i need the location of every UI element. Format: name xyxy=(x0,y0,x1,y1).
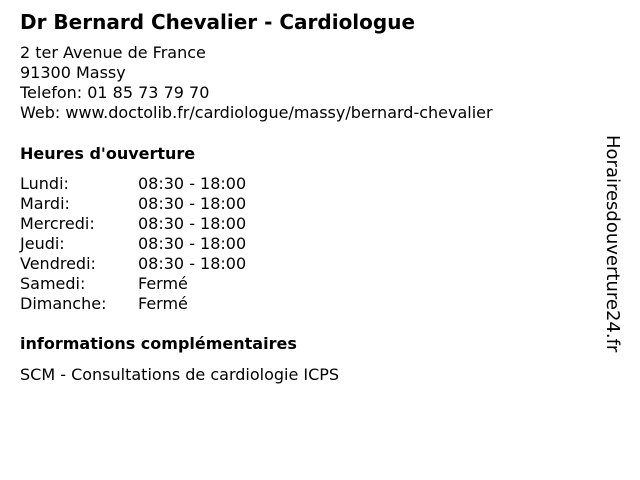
day-label: Samedi: xyxy=(20,274,86,293)
time-value: 08:30 - 18:00 xyxy=(138,254,247,273)
phone-number: Telefon: 01 85 73 79 70 xyxy=(20,83,210,102)
page-title: Dr Bernard Chevalier - Cardiologue xyxy=(20,10,416,34)
time-value: Fermé xyxy=(138,294,188,313)
day-label: Mardi: xyxy=(20,194,70,213)
hours-row-monday xyxy=(20,174,320,194)
day-label: Lundi: xyxy=(20,174,69,193)
address-block xyxy=(20,43,493,123)
opening-hours-table xyxy=(20,174,320,314)
time-value: 08:30 - 18:00 xyxy=(138,194,247,213)
website-link[interactable]: Web: www.doctolib.fr/cardiologue/massy/bernard-chevalier xyxy=(20,103,493,122)
hours-row-wednesday xyxy=(20,214,320,234)
day-label: Vendredi: xyxy=(20,254,96,273)
postal-city: 91300 Massy xyxy=(20,63,126,82)
additional-info-text: SCM - Consultations de cardiologie ICPS xyxy=(20,365,340,384)
hours-row-tuesday xyxy=(20,194,320,214)
hours-row-saturday xyxy=(20,274,320,294)
time-value: Fermé xyxy=(138,274,188,293)
hours-row-sunday xyxy=(20,294,320,314)
day-label: Mercredi: xyxy=(20,214,95,233)
day-label: Dimanche: xyxy=(20,294,107,313)
hours-row-thursday xyxy=(20,234,320,254)
day-label: Jeudi: xyxy=(20,234,65,253)
time-value: 08:30 - 18:00 xyxy=(138,174,247,193)
time-value: 08:30 - 18:00 xyxy=(138,234,247,253)
time-value: 08:30 - 18:00 xyxy=(138,214,247,233)
street-address: 2 ter Avenue de France xyxy=(20,43,206,62)
additional-info-heading: informations complémentaires xyxy=(20,334,297,353)
opening-hours-heading: Heures d'ouverture xyxy=(20,144,196,163)
hours-row-friday xyxy=(20,254,320,274)
site-brand-watermark: Horairesdouverture24.fr xyxy=(602,135,623,353)
